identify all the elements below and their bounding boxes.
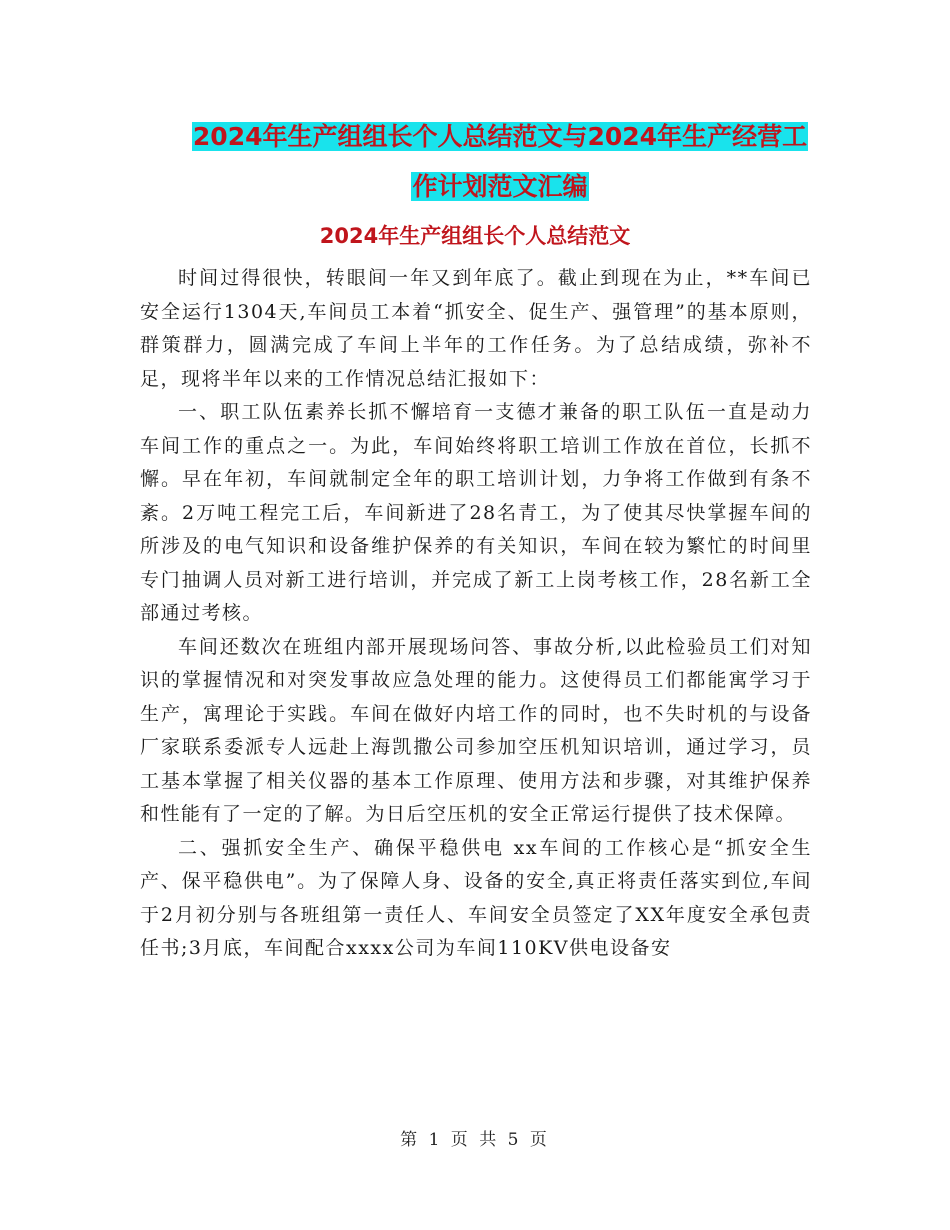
paragraph-staff-training: 一、职工队伍素养长抓不懈培育一支德才兼备的职工队伍一直是动力车间工作的重点之一。为此，车间始终将职工培训工作放在首位，长抓不懈。早在年初，车间就制定全年的职工培训计划，力争将工作做到有条不紊。2万吨工程完工后，车间新进了28名青工，为了使其尽快掌握车间的所涉及的电气知识和设备维护保养的有关知识，车间在较为繁忙的时间里专门抽调人员对新工进行培训，并完成了新工上岗考核工作，28名新工全部通过考核。 <box>140 401 812 624</box>
title-line-2: 作计划范文汇编 <box>412 172 588 201</box>
page-footer: 第 1 页 共 5 页 <box>400 1130 550 1150</box>
paragraph-safety-production: 二、强抓安全生产、确保平稳供电 xx车间的工作核心是“抓安全生产、保平稳供电”。为了保障人身、设备的安全,真正将责任落实到位,车间于2月初分别与各班组第一责任人、车间安全员签定了XX年度安全承包责任书;3月底，车间配合xxxx公司为车间110KV供电设备安 <box>140 836 812 959</box>
document-title <box>150 112 850 212</box>
paragraph-intro: 时间过得很快，转眼间一年又到年底了。截止到现在为止，**车间已安全运行1304天,车间员工本着“抓安全、促生产、强管理”的基本原则，群策群力，圆满完成了车间上半年的工作任务。为了总结成绩，弥补不足，现将半年以来的工作情况总结汇报如下： <box>140 267 812 390</box>
paragraph-internal-training: 车间还数次在班组内部开展现场问答、事故分析,以此检验员工们对知识的掌握情况和对突发事故应急处理的能力。这使得员工们都能寓学习于生产，寓理论于实践。车间在做好内培工作的同时，也不失时机的与设备厂家联系委派专人远赴上海凯撒公司参加空压机知识培训，通过学习，员工基本掌握了相关仪器的基本工作原理、使用方法和步骤，对其维护保养和性能有了一定的了解。为日后空压机的安全正常运行提供了技术保障。 <box>140 635 812 825</box>
document-body <box>140 262 812 966</box>
title-line-1: 2024年生产组组长个人总结范文与2024年生产经营工 <box>192 122 808 151</box>
section-title: 2024年生产组组长个人总结范文 <box>319 224 631 248</box>
